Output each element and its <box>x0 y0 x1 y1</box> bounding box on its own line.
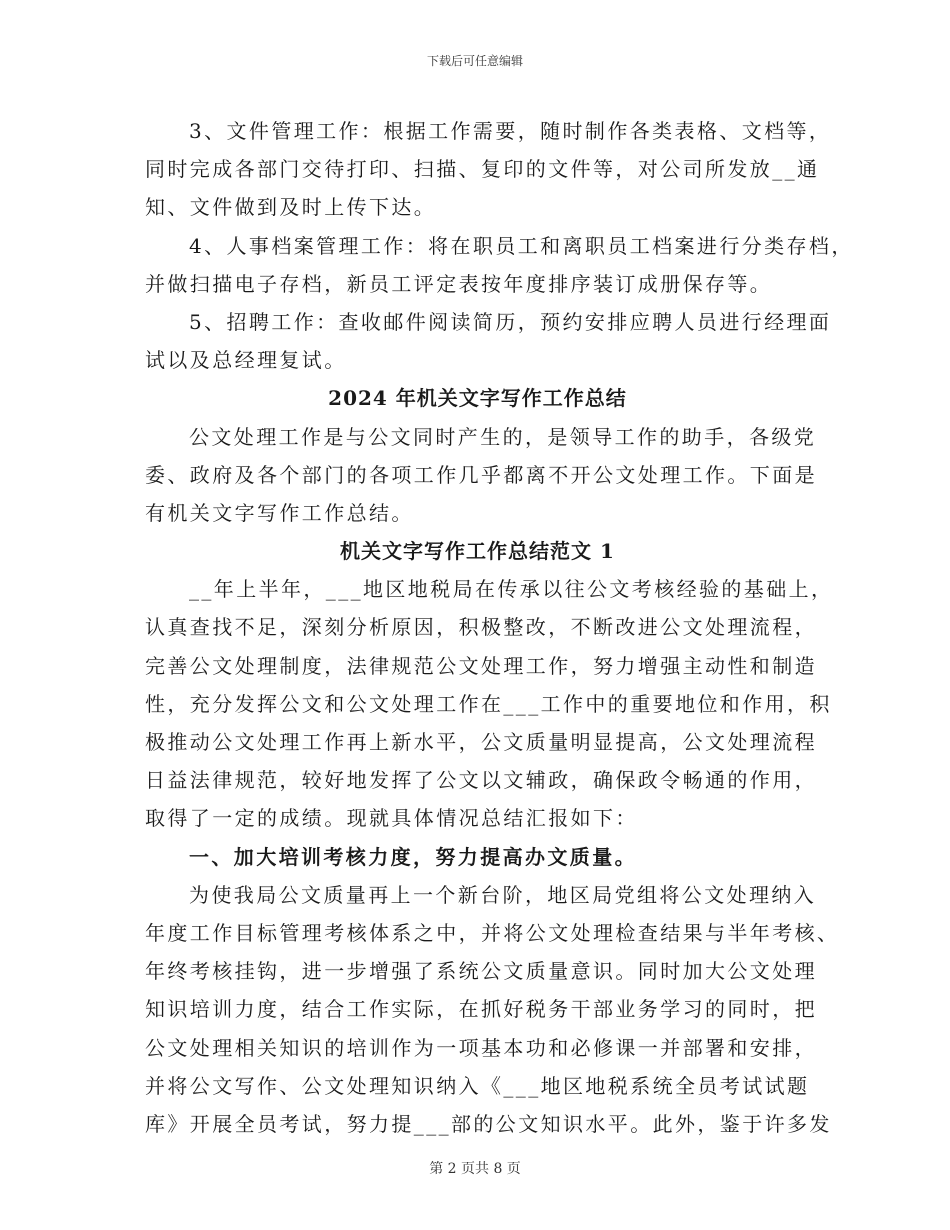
paragraph-line: 5、招聘工作：查收邮件阅读简历，预约安排应聘人员进行经理面 <box>189 309 832 334</box>
paragraph-line: 完善公文处理制度，法律规范公文处理工作，努力增强主动性和制造 <box>145 653 817 678</box>
paragraph-line: 年终考核挂钩，进一步增强了系统公文质量意识。同时加大公文处理 <box>145 959 817 984</box>
paragraph-line: 库》开展全员考试，努力提___部的公文知识水平。此外，鉴于许多发 <box>145 1111 832 1136</box>
section-title: 2024 年机关文字写作工作总结 <box>328 386 627 411</box>
paragraph-line: 并将公文写作、公文处理知识纳入《___地区地税系统全员考试试题 <box>145 1073 810 1098</box>
paragraph-line: 认真查找不足，深刻分析原因，积极整改，不断改进公文处理流程， <box>145 615 817 640</box>
subsection-title: 机关文字写作工作总结范文 1 <box>340 539 615 564</box>
paragraph-line: 委、政府及各个部门的各项工作几乎都离不开公文处理工作。下面是 <box>145 462 817 487</box>
document-body <box>145 112 854 1143</box>
paragraph-line: 性，充分发挥公文和公文处理工作在___工作中的重要地位和作用，积 <box>145 691 832 716</box>
paragraph-line: 公文处理工作是与公文同时产生的，是领导工作的助手，各级党 <box>189 424 817 449</box>
paragraph-line: 取得了一定的成绩。现就具体情况总结汇报如下： <box>145 806 638 831</box>
page-header: 下载后可任意编辑 <box>426 54 523 68</box>
paragraph-line: 为使我局公文质量再上一个新台阶，地区局党组将公文处理纳入 <box>189 882 817 907</box>
bold-heading: 一、加大培训考核力度，努力提高办文质量。 <box>189 844 637 869</box>
paragraph-line: 有机关文字写作工作总结。 <box>145 500 414 525</box>
paragraph-line: 4、人事档案管理工作：将在职员工和离职员工档案进行分类存档， <box>189 233 854 258</box>
paragraph-line: 试以及总经理复试。 <box>145 348 347 373</box>
paragraph-line: 极推动公文处理工作再上新水平，公文质量明显提高，公文处理流程 <box>145 730 817 754</box>
paragraph-line: 同时完成各部门交待打印、扫描、复印的文件等，对公司所发放__通 <box>145 157 820 182</box>
paragraph-line: 年度工作目标管理考核体系之中，并将公文处理检查结果与半年考核、 <box>145 920 840 945</box>
paragraph-line: 知、文件做到及时上传下达。 <box>145 195 437 220</box>
paragraph-line: 知识培训力度，结合工作实际，在抓好税务干部业务学习的同时，把 <box>145 997 817 1022</box>
paragraph-line: 公文处理相关知识的培训作为一项基本功和必修课一并部署和安排， <box>145 1035 817 1060</box>
paragraph-line: 日益法律规范，较好地发挥了公文以文辅政，确保政令畅通的作用， <box>145 768 817 793</box>
paragraph-line: __年上半年，___地区地税局在传承以往公文考核经验的基础上， <box>189 577 834 602</box>
paragraph-line: 3、文件管理工作：根据工作需要，随时制作各类表格、文档等， <box>189 119 832 143</box>
paragraph-line: 并做扫描电子存档，新员工评定表按年度排序装订成册保存等。 <box>145 271 773 296</box>
page-footer: 第 2 页共 8 页 <box>429 1161 521 1177</box>
